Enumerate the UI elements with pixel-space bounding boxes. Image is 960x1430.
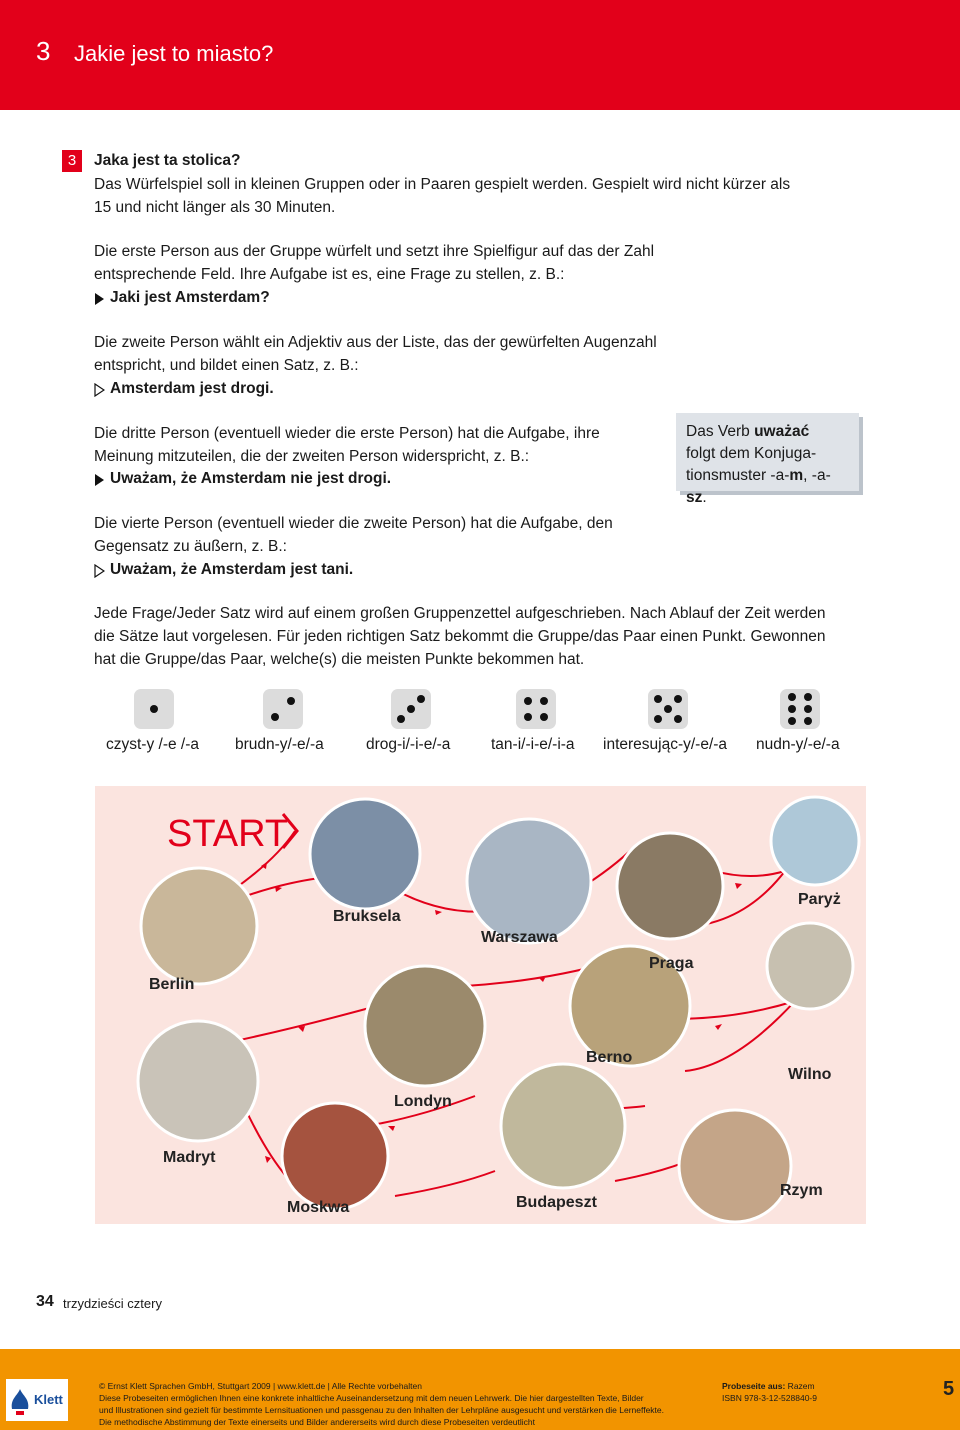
step3-line-2: Meinung mitzuteilen, die der zweiten Person widerspricht, z. B.: [94,448,530,465]
step1-line-1: Die erste Person aus der Gruppe würfelt und setzt ihre Spielfigur auf das der Zahl [94,243,655,260]
info-suffix: sz [686,489,703,506]
adjective-1: czyst-y /-e /-a [106,736,200,753]
city-label-paryz: Paryż [798,891,841,908]
step3-line-1: Die dritte Person (eventuell wieder die erste Person) hat die Aufgabe, ihre [94,425,600,442]
klett-logo [6,1379,68,1421]
city-photo [767,923,853,1009]
dice-5-icon [648,689,688,729]
speaker-b-icon [94,564,105,578]
footer-isbn: ISBN 978-3-12-528840-9 [722,1393,817,1403]
example-1: Jaki jest Amsterdam? [110,289,270,306]
dice-6-icon [780,689,820,729]
info-text: Das Verb [686,423,755,440]
adjective-6: nudn-y/-e/-a [756,736,840,753]
step2-line-2: entspricht, und bildet einen Satz, z. B.: [94,357,359,374]
info-verb: uważać [754,423,810,440]
klett-logo-text: Klett [34,1392,63,1407]
dice-4-icon [516,689,556,729]
footer-probe [722,1380,815,1392]
rules-line-2: die Sätze laut vorgelesen. Für jeden richtigen Satz bekommt die Gruppe/das Paar einen Punkt. Gewonnen [94,628,826,645]
city-label-warszawa: Warszawa [481,929,558,946]
example-3: Uważam, że Amsterdam nie jest drogi. [110,470,392,487]
adjective-2: brudn-y/-e/-a [235,736,324,753]
city-photo [141,868,257,984]
city-photo [282,1103,388,1209]
city-label-berno: Berno [586,1049,633,1066]
exercise-number: 3 [62,150,82,172]
city-photo [365,966,485,1086]
city-label-moskwa: Moskwa [287,1199,350,1216]
city-label-budapeszt: Budapeszt [516,1194,597,1211]
chapter-header [0,0,960,110]
step2-line-1: Die zweite Person wählt ein Adjektiv aus der Liste, das der gewürfelten Augenzahl [94,334,657,351]
info-suffix: m [789,467,804,484]
city-photo [138,1021,258,1141]
adjective-5: interesując-y/-e/-a [603,736,728,753]
footer-text: Die methodische Abstimmung der Texte einerseits und Bilder andererseits wird durch diese Probeseiten verdeutlicht [99,1417,535,1427]
info-text: . [702,489,707,506]
footer [0,1349,960,1430]
chapter-title: Jakie jest to miasto? [74,41,274,66]
example-2: Amsterdam jest drogi. [110,380,274,397]
city-photo [771,797,859,885]
start-label: START [167,813,289,855]
step4-line-2: Gegensatz zu äußern, z. B.: [94,538,287,555]
dice-3-icon [391,689,431,729]
page-number: 34 [36,1293,54,1310]
adjective-4: tan-i/-i-e/-i-a [491,736,575,753]
example-4: Uważam, że Amsterdam jest tani. [110,561,354,578]
city-label-rzym: Rzym [780,1182,823,1199]
corner-page-number: 5 [943,1378,955,1400]
chapter-number: 3 [36,36,51,66]
city-label-madryt: Madryt [163,1149,216,1166]
dice-2-icon [263,689,303,729]
city-photo [679,1110,791,1222]
city-label-bruksela: Bruksela [333,908,401,925]
step4-line-1: Die vierte Person (eventuell wieder die zweite Person) hat die Aufgabe, den [94,515,613,532]
city-label-praga: Praga [649,955,694,972]
rules-line-1: Jede Frage/Jeder Satz wird auf einem großen Gruppenzettel aufgeschrieben. Nach Ablauf der Zeit werden [94,605,826,622]
step1-line-2: entsprechende Feld. Ihre Aufgabe ist es, eine Frage zu stellen, z. B.: [94,266,565,283]
intro-line-1: Das Würfelspiel soll in kleinen Gruppen oder in Paaren gespielt werden. Gespielt wird nicht kürzer als [94,176,791,193]
city-photo [501,1064,625,1188]
footer-text: Diese Probeseiten ermöglichen Ihnen eine konkrete inhaltliche Auseinandersetzung mit dem neuen Lehrwerk. Die hier dargestellten Texte, Bilder [99,1393,644,1403]
probe-value: Razem [785,1381,815,1391]
city-label-wilno: Wilno [788,1066,832,1083]
info-text: tionsmuster -a- [686,467,790,484]
dice-1-icon [134,689,174,729]
city-photo [467,819,591,943]
speaker-a-icon [94,473,105,487]
info-text: , -a- [803,467,831,484]
city-label-londyn: Londyn [394,1093,452,1110]
exercise-title: Jaka jest ta stolica? [94,152,241,169]
probe-label: Probeseite aus: [722,1381,786,1391]
city-label-berlin: Berlin [149,976,195,993]
footer-copyright: © Ernst Klett Sprachen GmbH, Stuttgart 2009 | www.klett.de | Alle Rechte vorbehalten [99,1381,422,1391]
game-board [95,786,866,1224]
city-photo [310,799,420,909]
rules-line-3: hat die Gruppe/das Paar, welche(s) die meisten Punkte bekommen hat. [94,651,585,668]
grammar-info-box [676,413,859,506]
intro-line-2: 15 und nicht länger als 30 Minuten. [94,199,336,216]
info-text: folgt dem Konjuga- [686,445,817,462]
city-photo [617,833,723,939]
speaker-b-icon [94,383,105,397]
speaker-a-icon [94,292,105,306]
page-number-word: trzydzieści cztery [63,1296,162,1311]
footer-text: und Illustrationen sind gezielt für bestimmte Lernsituationen und passgenau zu den Inhalten der Lehrpläne ausgesucht und verstärken die Lerneffekte. [99,1405,664,1415]
adjective-3: drog-i/-i-e/-a [366,736,451,753]
